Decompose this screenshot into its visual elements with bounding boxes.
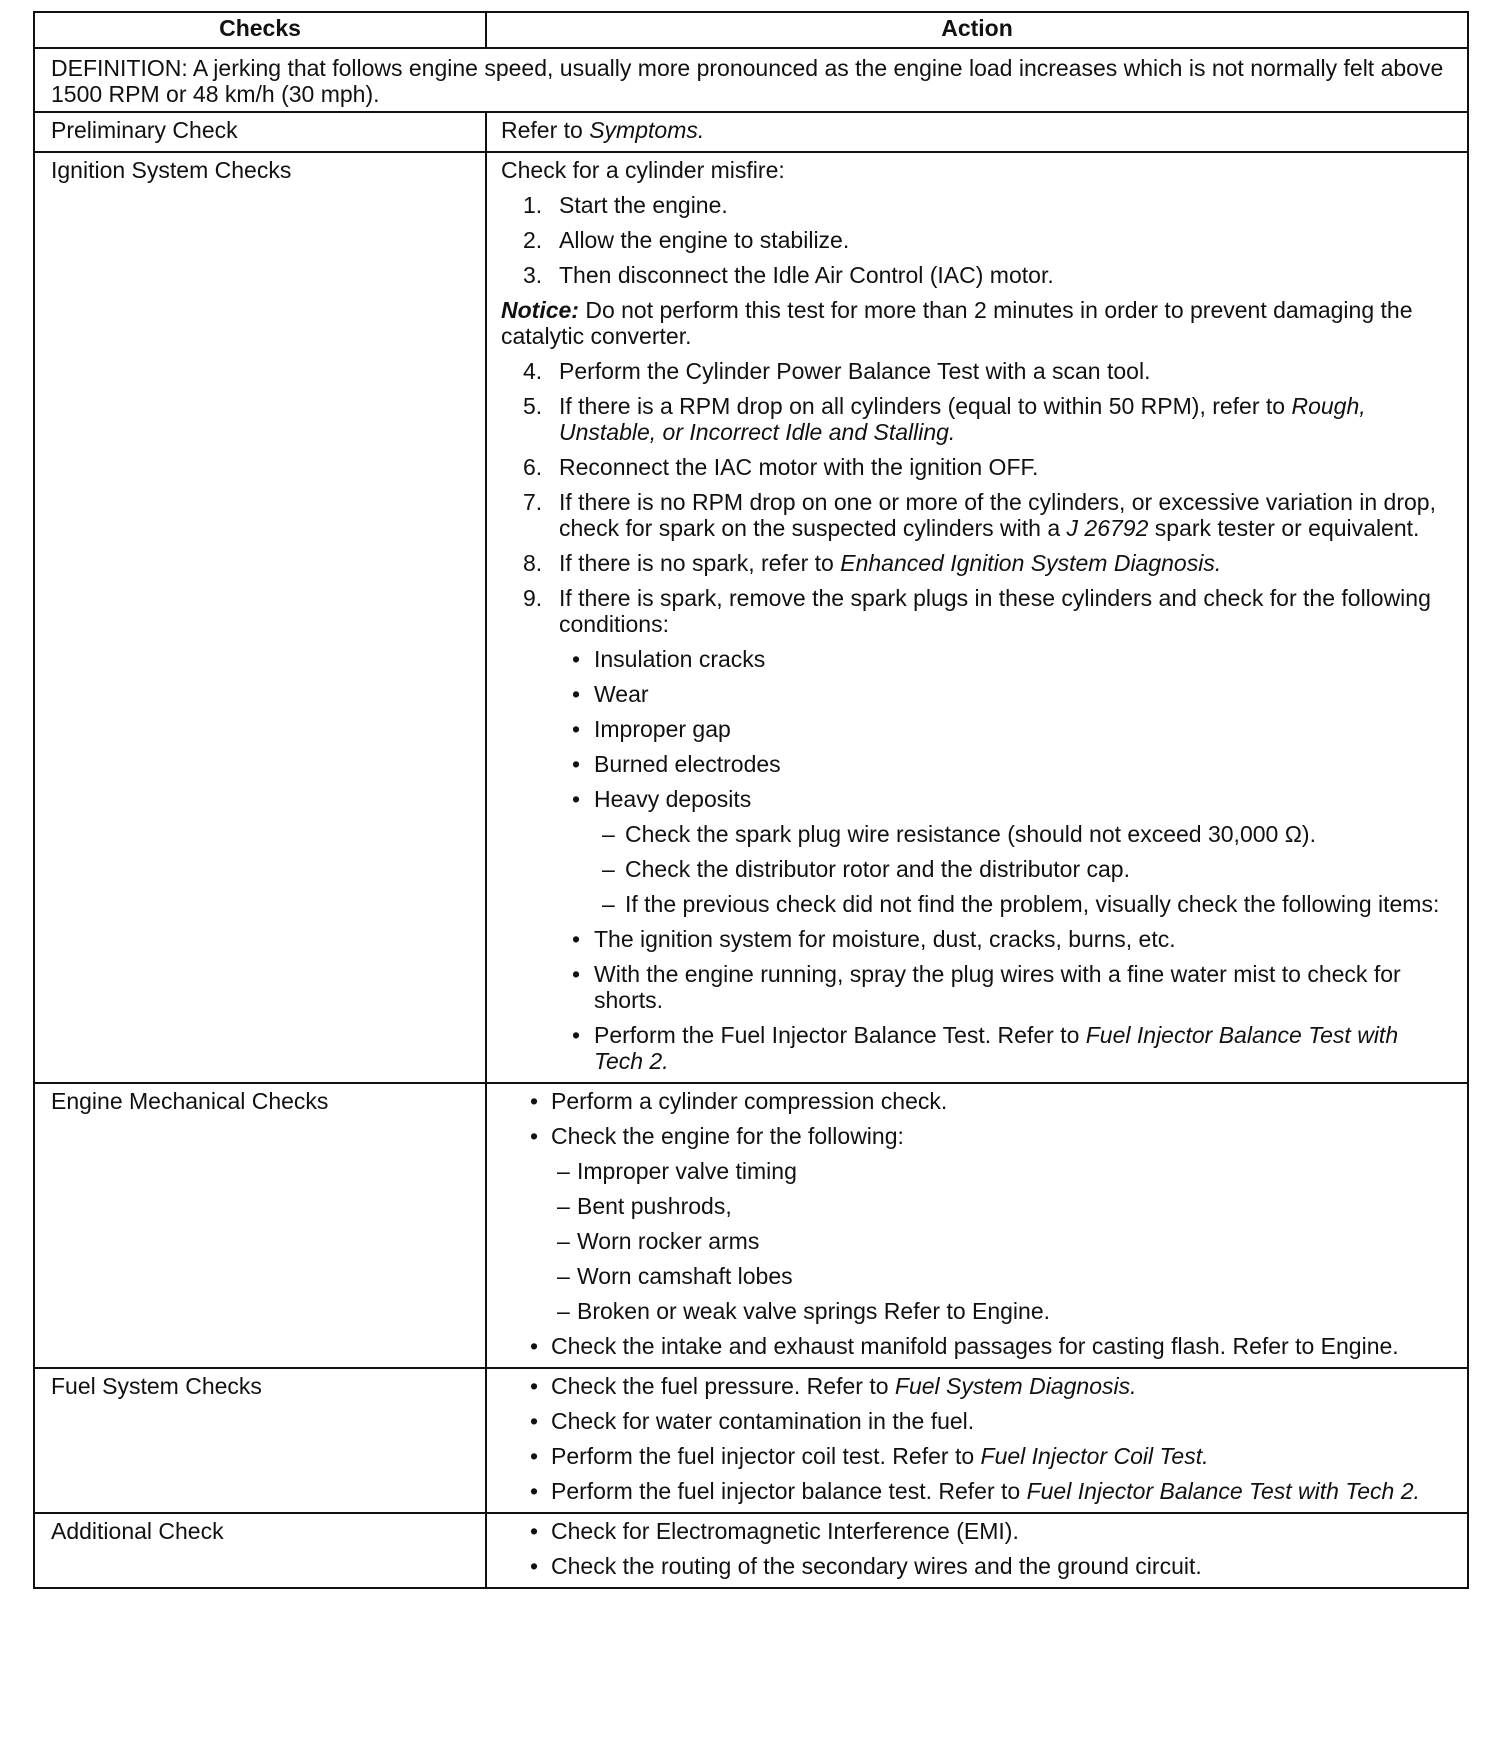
- text-run: Perform the fuel injector coil test. Refer to: [551, 1443, 981, 1469]
- text-run: The ignition system for moisture, dust, cracks, burns, etc.: [594, 926, 1176, 952]
- action-line: [501, 821, 1453, 847]
- reference-text: Symptoms.: [589, 117, 705, 143]
- step-number: 2.: [523, 227, 543, 253]
- text-run: Worn rocker arms: [577, 1228, 760, 1254]
- text-run: Check for water contamination in the fuel.: [551, 1408, 975, 1434]
- text-run: Perform the Fuel Injector Balance Test. Refer to: [594, 1022, 1086, 1048]
- table-row: [34, 152, 1468, 1083]
- action-text: [559, 454, 1038, 480]
- dash-marker: –: [557, 1263, 570, 1289]
- action-text: [559, 262, 1054, 288]
- action-text: [551, 1443, 1208, 1469]
- action-text: [625, 856, 1130, 882]
- dash-marker: –: [602, 821, 615, 847]
- dash-marker: –: [557, 1158, 570, 1184]
- action-line: [501, 157, 1453, 183]
- reference-text: J 26792: [1066, 515, 1149, 541]
- bullet-marker: •: [530, 1553, 539, 1579]
- step-number: 1.: [523, 192, 543, 218]
- action-cell: [486, 1368, 1468, 1513]
- action-line: [501, 393, 1453, 445]
- action-line: [501, 856, 1453, 882]
- action-text: [551, 1478, 1420, 1504]
- action-line: [501, 550, 1453, 576]
- text-run: Heavy deposits: [594, 786, 752, 812]
- action-line: [501, 926, 1453, 952]
- action-text: [501, 157, 785, 183]
- bullet-marker: •: [530, 1408, 539, 1434]
- reference-text: Fuel Injector Coil Test.: [980, 1443, 1209, 1469]
- action-text: [577, 1193, 732, 1219]
- dash-marker: –: [557, 1298, 570, 1324]
- dash-marker: –: [602, 891, 615, 917]
- action-cell: [486, 1083, 1468, 1368]
- action-line: [501, 891, 1453, 917]
- bullet-marker: •: [572, 751, 581, 777]
- action-text: [594, 681, 649, 707]
- text-run: Check for Electromagnetic Interference (EMI).: [551, 1518, 1019, 1544]
- action-line: [501, 1333, 1453, 1359]
- text-run: Check the routing of the secondary wires and the ground circuit.: [551, 1553, 1202, 1579]
- action-text: [551, 1373, 1136, 1399]
- action-text: [577, 1158, 797, 1184]
- action-text: [501, 117, 704, 143]
- check-cell: Engine Mechanical Checks: [34, 1083, 486, 1368]
- text-run: Allow the engine to stabilize.: [559, 227, 850, 253]
- action-text: [559, 585, 1431, 637]
- action-text: [559, 358, 1150, 384]
- bullet-marker: •: [530, 1518, 539, 1544]
- text-run: Insulation cracks: [594, 646, 766, 672]
- action-line: [501, 585, 1453, 637]
- text-run: Start the engine.: [559, 192, 728, 218]
- action-text: [551, 1553, 1202, 1579]
- action-text: [594, 751, 781, 777]
- text-run: Broken or weak valve springs Refer to Engine.: [577, 1298, 1051, 1324]
- action-text: [559, 227, 849, 253]
- action-text: [577, 1263, 793, 1289]
- text-run: Burned electrodes: [594, 751, 781, 777]
- action-text: [551, 1088, 947, 1114]
- header-checks: Checks: [34, 12, 486, 48]
- header-action: Action: [486, 12, 1468, 48]
- text-run: Check the fuel pressure. Refer to: [551, 1373, 895, 1399]
- bullet-marker: •: [530, 1478, 539, 1504]
- action-text: [501, 297, 1413, 349]
- diagnostic-table: [33, 11, 1469, 1589]
- action-line: [501, 1022, 1453, 1074]
- action-line: [501, 1298, 1453, 1324]
- action-line: [501, 751, 1453, 777]
- action-line: [501, 1478, 1453, 1504]
- text-run: Reconnect the IAC motor with the ignition OFF.: [559, 454, 1039, 480]
- text-run: If the previous check did not find the problem, visually check the following items:: [625, 891, 1440, 917]
- header-row: [34, 12, 1468, 48]
- text-run: Do not perform this test for more than 2 minutes in order to prevent damaging the catalytic converter.: [501, 297, 1413, 349]
- action-text: [594, 646, 765, 672]
- text-run: If there is spark, remove the spark plugs in these cylinders and check for the following conditions:: [559, 585, 1431, 637]
- action-line: [501, 961, 1453, 1013]
- action-line: [501, 227, 1453, 253]
- action-text: [594, 961, 1401, 1013]
- reference-text: Notice:: [501, 297, 579, 323]
- table-row: [34, 1083, 1468, 1368]
- action-line: [501, 1263, 1453, 1289]
- text-run: If there is no spark, refer to: [559, 550, 841, 576]
- text-run: Bent pushrods,: [577, 1193, 732, 1219]
- reference-text: Fuel Injector Balance Test with Tech 2.: [1026, 1478, 1420, 1504]
- action-cell: [486, 1513, 1468, 1588]
- text-run: Perform a cylinder compression check.: [551, 1088, 948, 1114]
- definition-text: DEFINITION: A jerking that follows engine speed, usually more pronounced as the engine load increases which is not normally felt above 1500 RPM or 48 km/h (30 mph).: [34, 48, 1468, 112]
- action-text: [594, 1022, 1398, 1074]
- action-line: [501, 1193, 1453, 1219]
- text-run: Perform the fuel injector balance test. Refer to: [551, 1478, 1027, 1504]
- bullet-marker: •: [530, 1333, 539, 1359]
- action-line: [501, 786, 1453, 812]
- action-line: [501, 1373, 1453, 1399]
- text-run: Worn camshaft lobes: [577, 1263, 793, 1289]
- dash-marker: –: [602, 856, 615, 882]
- action-text: [551, 1518, 1019, 1544]
- text-run: Wear: [594, 681, 649, 707]
- action-line: [501, 1408, 1453, 1434]
- definition-row: [34, 48, 1468, 112]
- bullet-marker: •: [572, 646, 581, 672]
- action-line: [501, 681, 1453, 707]
- action-text: [559, 489, 1436, 541]
- action-text: [559, 192, 728, 218]
- text-run: spark tester or equivalent.: [1148, 515, 1420, 541]
- reference-text: Rough, Unstable, or Incorrect Idle and Stalling.: [559, 393, 1366, 445]
- bullet-marker: •: [572, 786, 581, 812]
- action-text: [625, 821, 1316, 847]
- step-number: 7.: [523, 489, 543, 515]
- text-run: If there is no RPM drop on one or more of the cylinders, or excessive variation in drop, check for spark on the suspected cylinders with a: [559, 489, 1436, 541]
- action-line: [501, 1553, 1453, 1579]
- action-line: [501, 454, 1453, 480]
- action-line: [501, 1228, 1453, 1254]
- action-line: [501, 1123, 1453, 1149]
- action-line: [501, 716, 1453, 742]
- step-number: 3.: [523, 262, 543, 288]
- action-line: [501, 192, 1453, 218]
- step-number: 5.: [523, 393, 543, 419]
- action-text: [594, 716, 731, 742]
- text-run: Refer to: [501, 117, 590, 143]
- action-line: [501, 646, 1453, 672]
- step-number: 9.: [523, 585, 543, 611]
- bullet-marker: •: [530, 1123, 539, 1149]
- check-cell: Additional Check: [34, 1513, 486, 1588]
- action-text: [551, 1123, 904, 1149]
- bullet-marker: •: [572, 681, 581, 707]
- check-cell: Fuel System Checks: [34, 1368, 486, 1513]
- text-run: Check the engine for the following:: [551, 1123, 904, 1149]
- action-text: [594, 786, 751, 812]
- text-run: Check the distributor rotor and the distributor cap.: [625, 856, 1130, 882]
- action-text: [551, 1333, 1399, 1359]
- table-row: [34, 112, 1468, 152]
- text-run: Check for a cylinder misfire:: [501, 157, 785, 183]
- text-run: Perform the Cylinder Power Balance Test with a scan tool.: [559, 358, 1151, 384]
- action-cell: [486, 152, 1468, 1083]
- check-cell: Ignition System Checks: [34, 152, 486, 1083]
- bullet-marker: •: [530, 1088, 539, 1114]
- action-line: [501, 262, 1453, 288]
- text-run: Check the spark plug wire resistance (should not exceed 30,000 Ω).: [625, 821, 1316, 847]
- action-text: [625, 891, 1439, 917]
- text-run: With the engine running, spray the plug wires with a fine water mist to check for shorts.: [594, 961, 1401, 1013]
- text-run: Then disconnect the Idle Air Control (IAC) motor.: [559, 262, 1054, 288]
- text-run: Improper gap: [594, 716, 731, 742]
- bullet-marker: •: [572, 926, 581, 952]
- action-line: [501, 1518, 1453, 1544]
- dash-marker: –: [557, 1193, 570, 1219]
- action-line: [501, 117, 1453, 143]
- bullet-marker: •: [572, 961, 581, 987]
- bullet-marker: •: [572, 1022, 581, 1048]
- action-text: [594, 926, 1176, 952]
- action-cell: [486, 112, 1468, 152]
- action-line: [501, 297, 1453, 349]
- action-line: [501, 1158, 1453, 1184]
- step-number: 8.: [523, 550, 543, 576]
- check-cell: Preliminary Check: [34, 112, 486, 152]
- reference-text: Fuel Injector Balance Test with Tech 2.: [594, 1022, 1399, 1074]
- action-line: [501, 489, 1453, 541]
- table-row: [34, 1513, 1468, 1588]
- step-number: 6.: [523, 454, 543, 480]
- text-run: Improper valve timing: [577, 1158, 797, 1184]
- bullet-marker: •: [530, 1373, 539, 1399]
- bullet-marker: •: [572, 716, 581, 742]
- action-text: [551, 1408, 974, 1434]
- table-row: [34, 1368, 1468, 1513]
- reference-text: Fuel System Diagnosis.: [894, 1373, 1137, 1399]
- action-line: [501, 358, 1453, 384]
- reference-text: Enhanced Ignition System Diagnosis.: [840, 550, 1222, 576]
- action-line: [501, 1088, 1453, 1114]
- action-text: [559, 550, 1221, 576]
- action-text: [577, 1228, 759, 1254]
- dash-marker: –: [557, 1228, 570, 1254]
- bullet-marker: •: [530, 1443, 539, 1469]
- action-text: [559, 393, 1366, 445]
- text-run: Check the intake and exhaust manifold passages for casting flash. Refer to Engine.: [551, 1333, 1399, 1359]
- text-run: If there is a RPM drop on all cylinders (equal to within 50 RPM), refer to: [559, 393, 1292, 419]
- action-text: [577, 1298, 1050, 1324]
- action-line: [501, 1443, 1453, 1469]
- step-number: 4.: [523, 358, 543, 384]
